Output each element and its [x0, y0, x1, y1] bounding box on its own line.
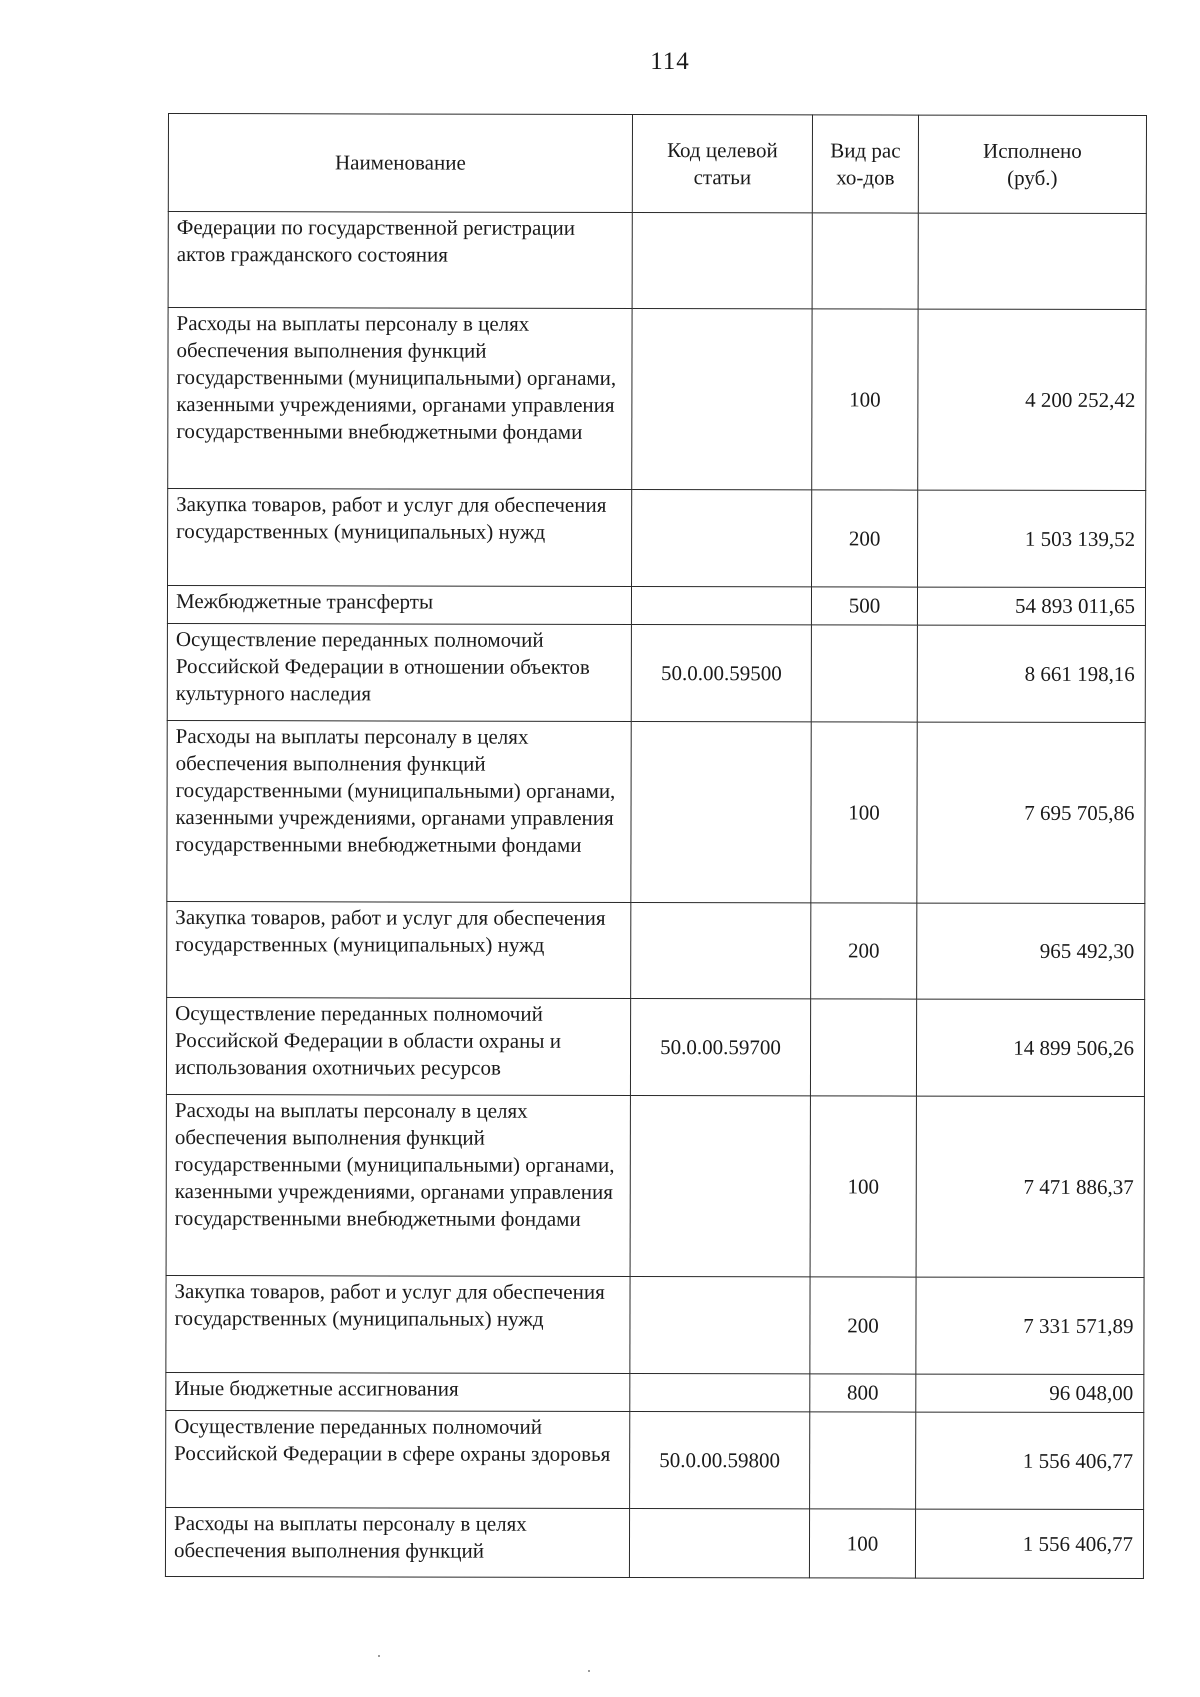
- cell-type: 200: [811, 903, 917, 999]
- cell-amount: 7 695 705,86: [917, 722, 1145, 903]
- cell-type: 100: [812, 309, 918, 490]
- cell-code: 50.0.00.59700: [630, 998, 810, 1095]
- cell-name: Закупка товаров, работ и услуг для обеспечения государственных (муниципальных) нужд: [166, 1275, 630, 1373]
- table-row: [168, 212, 1146, 310]
- cell-type: 200: [812, 490, 918, 587]
- cell-type: 100: [811, 722, 917, 903]
- cell-code: [630, 1095, 810, 1276]
- cell-name: Осуществление переданных полномочий Российской Федерации в сфере охраны здоровья: [166, 1410, 630, 1508]
- page-number: 114: [650, 48, 690, 75]
- cell-code: [632, 489, 812, 586]
- cell-code: 50.0.00.59500: [631, 624, 811, 721]
- cell-amount: [918, 213, 1146, 309]
- cell-amount: 8 661 198,16: [917, 625, 1145, 722]
- cell-amount: 7 471 886,37: [916, 1096, 1144, 1277]
- cell-code: [631, 902, 811, 998]
- table-row: [165, 1507, 1143, 1578]
- table-header: [168, 114, 1146, 214]
- cell-type: [811, 625, 917, 722]
- table-row: [167, 623, 1145, 722]
- cell-name: Расходы на выплаты персоналу в целях обеспечения выполнения функций государственными (муниципальными) органами, казенными учреждениями, органами управления государственными внебюджетными фондами: [168, 308, 632, 490]
- header-amount: Исполнено (руб.): [918, 115, 1146, 213]
- cell-type: [810, 1412, 916, 1509]
- cell-name: Осуществление переданных полномочий Российской Федерации в области охраны и использования охотничьих ресурсов: [166, 997, 630, 1095]
- budget-execution-table: [165, 113, 1147, 1579]
- cell-amount: 4 200 252,42: [918, 309, 1146, 490]
- table-row: [166, 1094, 1144, 1277]
- table-row: [167, 586, 1145, 626]
- scan-speck: [378, 1655, 380, 1657]
- header-name: Наименование: [168, 114, 632, 213]
- table-row: [166, 997, 1144, 1096]
- cell-type: 800: [810, 1374, 916, 1412]
- cell-type: 500: [811, 587, 917, 625]
- table-body: [165, 212, 1146, 1579]
- cell-name: Межбюджетные трансферты: [167, 586, 631, 625]
- cell-type: 200: [810, 1277, 916, 1374]
- table-row: [168, 489, 1146, 588]
- cell-type: [812, 213, 918, 309]
- cell-name: Закупка товаров, работ и услуг для обеспечения государственных (муниципальных) нужд: [167, 901, 631, 998]
- table-row: [166, 1372, 1144, 1412]
- table-row: [167, 720, 1145, 903]
- cell-name: Осуществление переданных полномочий Российской Федерации в отношении объектов культурного наследия: [167, 623, 631, 721]
- cell-type: 100: [809, 1509, 915, 1578]
- cell-amount: 1 556 406,77: [916, 1412, 1144, 1509]
- table-row: [166, 1410, 1144, 1509]
- cell-name: Расходы на выплаты персоналу в целях обеспечения выполнения функций государственными (муниципальными) органами, казенными учреждениями, органами управления государственными внебюджетными фондами: [166, 1094, 630, 1276]
- cell-code: 50.0.00.59800: [630, 1411, 810, 1508]
- cell-code: [631, 721, 811, 902]
- cell-name: Закупка товаров, работ и услуг для обеспечения государственных (муниципальных) нужд: [168, 489, 632, 587]
- cell-type: [810, 999, 916, 1096]
- header-code: Код целевой статьи: [632, 114, 812, 212]
- cell-amount: 14 899 506,26: [916, 999, 1144, 1096]
- cell-amount: 1 503 139,52: [918, 490, 1146, 587]
- table-row: [166, 1275, 1144, 1374]
- cell-code: [630, 1373, 810, 1411]
- cell-amount: 96 048,00: [916, 1374, 1144, 1412]
- cell-code: [630, 1276, 810, 1373]
- header-row: [168, 114, 1146, 214]
- table-row: [167, 901, 1145, 999]
- cell-code: [632, 212, 812, 308]
- cell-amount: 1 556 406,77: [915, 1509, 1143, 1578]
- table-row: [168, 308, 1146, 491]
- scan-speck: [588, 1670, 590, 1672]
- cell-name: Расходы на выплаты персоналу в целях обеспечения выполнения функций: [165, 1507, 629, 1577]
- cell-code: [629, 1508, 809, 1577]
- cell-name: Федерации по государственной регистрации актов гражданского состояния: [168, 212, 632, 309]
- cell-code: [631, 586, 811, 624]
- cell-name: Иные бюджетные ассигнования: [166, 1372, 630, 1411]
- cell-name: Расходы на выплаты персоналу в целях обеспечения выполнения функций государственными (муниципальными) органами, казенными учреждениями, органами управления государственными внебюджетными фондами: [167, 720, 631, 902]
- cell-amount: 965 492,30: [917, 903, 1145, 999]
- header-type: Вид расхо-дов: [812, 115, 918, 213]
- cell-type: 100: [810, 1096, 916, 1277]
- cell-amount: 54 893 011,65: [917, 587, 1145, 625]
- cell-code: [632, 308, 812, 489]
- cell-amount: 7 331 571,89: [916, 1277, 1144, 1374]
